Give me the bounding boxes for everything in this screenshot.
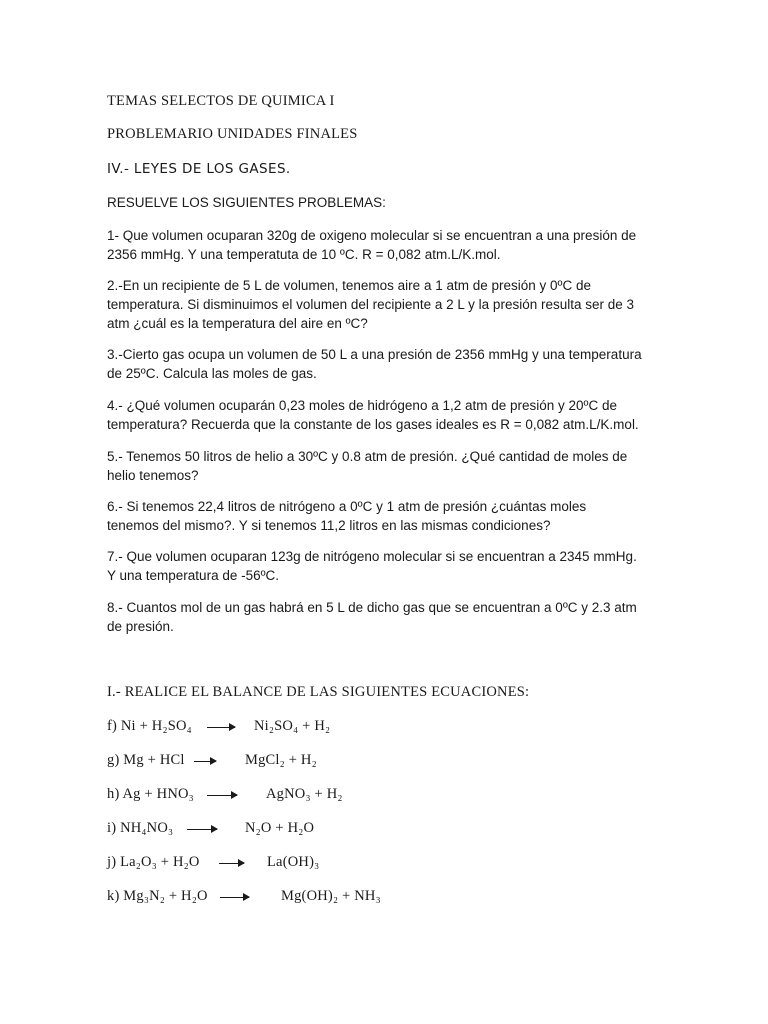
problem-3: [107, 345, 662, 383]
equation-products: N₂O + H₂O: [245, 820, 315, 836]
problem-line: 5.- Tenemos 50 litros de helio a 30ºC y 0.8 atm de presión. ¿Qué cantidad de moles de: [107, 449, 628, 464]
equation-reactants: f) Ni + H₂SO₄: [107, 718, 192, 734]
problem-2: [107, 276, 662, 333]
problem-line: de presión.: [107, 619, 174, 634]
reaction-arrow-icon: [187, 829, 217, 830]
reaction-arrow-icon: [219, 863, 244, 864]
equation-reactants: k) Mg₃N₂ + H₂O: [107, 888, 208, 904]
reaction-arrow-icon: [220, 897, 249, 898]
balance-heading: I.- REALICE EL BALANCE DE LAS SIGUIENTES ECUACIONES:: [107, 684, 530, 700]
problem-8: [107, 598, 662, 636]
equation-products: AgNO₃ + H₂: [266, 786, 343, 802]
equation-h: [107, 786, 343, 803]
problem-6: [107, 497, 662, 535]
problem-line: 7.- Que volumen ocuparan 123g de nitrógeno molecular si se encuentran a 2345 mmHg.: [107, 549, 637, 564]
problem-line: 2.-En un recipiente de 5 L de volumen, tenemos aire a 1 atm de presión y 0ºC de: [107, 278, 591, 293]
section-heading: IV.- LEYES DE LOS GASES.: [107, 161, 291, 177]
document-title: TEMAS SELECTOS DE QUIMICA I: [107, 93, 335, 109]
document-subtitle: PROBLEMARIO UNIDADES FINALES: [107, 126, 358, 142]
problem-line: temperatura? Recuerda que la constante de los gases ideales es R = 0,082 atm.L/K.mol.: [107, 417, 639, 432]
equation-reactants: g) Mg + HCl: [107, 752, 185, 768]
problem-line: 2356 mmHg. Y una temperatuta de 10 ºC. R = 0,082 atm.L/K.mol.: [107, 247, 501, 262]
equation-f: [107, 718, 331, 735]
problem-line: 4.- ¿Qué volumen ocuparán 0,23 moles de hidrógeno a 1,2 atm de presión y 20ºC de: [107, 398, 617, 413]
equation-k: [107, 888, 381, 905]
equation-reactants: i) NH₄NO₃: [107, 820, 174, 836]
problem-line: helio tenemos?: [107, 468, 199, 483]
equation-i: [107, 820, 315, 837]
instruction-text: RESUELVE LOS SIGUIENTES PROBLEMAS:: [107, 195, 386, 210]
problem-line: de 25ºC. Calcula las moles de gas.: [107, 366, 317, 381]
problem-1: [107, 226, 662, 264]
equation-g: [107, 752, 317, 769]
problem-7: [107, 547, 662, 585]
equation-j: [107, 854, 320, 871]
equation-products: La(OH)₃: [267, 854, 320, 870]
problem-4: [107, 396, 662, 434]
problem-line: 3.-Cierto gas ocupa un volumen de 50 L a una presión de 2356 mmHg y una temperatura: [107, 347, 642, 362]
problem-line: atm ¿cuál es la temperatura del aire en ºC?: [107, 316, 368, 331]
problem-5: [107, 447, 662, 485]
problem-line: tenemos del mismo?. Y si tenemos 11,2 litros en las mismas condiciones?: [107, 518, 551, 533]
equation-reactants: j) La₂O₃ + H₂O: [107, 854, 200, 870]
problem-line: 6.- Si tenemos 22,4 litros de nitrógeno a 0ºC y 1 atm de presión ¿cuántas moles: [107, 499, 587, 514]
equation-reactants: h) Ag + HNO₃: [107, 786, 194, 802]
problem-line: 8.- Cuantos mol de un gas habrá en 5 L de dicho gas que se encuentran a 0ºC y 2.3 atm: [107, 600, 637, 615]
equation-products: Ni₂SO₄ + H₂: [254, 718, 331, 734]
reaction-arrow-icon: [207, 795, 237, 796]
problem-line: 1- Que volumen ocuparan 320g de oxigeno molecular si se encuentran a una presión de: [107, 228, 637, 243]
problem-line: temperatura. Si disminuimos el volumen del recipiente a 2 L y la presión resulta ser de 3: [107, 297, 635, 312]
reaction-arrow-icon: [194, 761, 216, 762]
equation-products: MgCl₂ + H₂: [245, 752, 317, 768]
problem-line: Y una temperatura de -56ºC.: [107, 568, 280, 583]
equation-products: Mg(OH)₂ + NH₃: [281, 888, 381, 904]
reaction-arrow-icon: [207, 727, 235, 728]
